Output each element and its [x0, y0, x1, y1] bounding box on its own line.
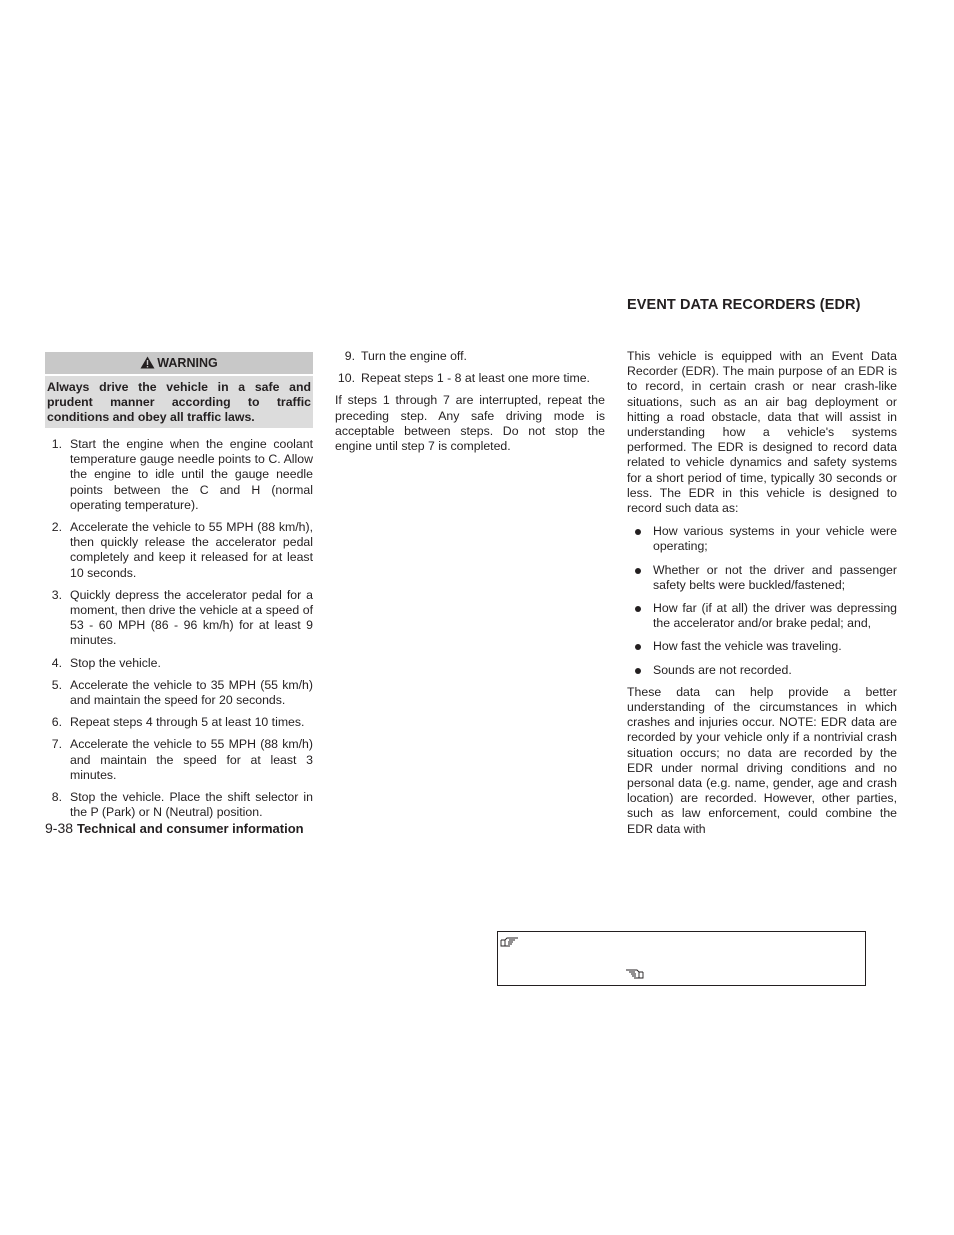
steps-list-left [45, 437, 313, 820]
right-column [627, 349, 897, 837]
list-item: 3. Quickly depress the accelerator pedal for a moment, then drive the vehicle at a speed of 53 - 60 MPH (86 - 96 km/h) for at least 9 minutes. [51, 587, 313, 648]
warning-triangle-icon [140, 354, 155, 376]
bullet-icon [635, 529, 641, 535]
note-box [497, 931, 866, 986]
warning-heading-text: WARNING [157, 356, 218, 370]
bullet-icon [635, 644, 641, 650]
list-item: How far (if at all) the driver was depressing the accelerator and/or brake pedal; and, [627, 601, 897, 631]
list-item: How various systems in your vehicle were operating; [627, 524, 897, 554]
list-item: 10. Repeat steps 1 - 8 at least one more time. [337, 371, 590, 386]
list-item: 2. Accelerate the vehicle to 55 MPH (88 km/h), then quickly release the accelerator pedal completely and keep it released for at least 10 seconds. [51, 520, 313, 580]
bullet-icon [635, 568, 641, 574]
chapter-title: Technical and consumer information [77, 821, 304, 836]
bullet-icon [635, 668, 641, 674]
list-item: Whether or not the driver and passenger safety belts were buckled/fastened; [627, 563, 897, 593]
list-item: 5. Accelerate the vehicle to 35 MPH (55 km/h) and maintain the speed for 20 seconds. [51, 677, 313, 708]
list-item: Sounds are not recorded. [627, 663, 897, 678]
list-item: How fast the vehicle was traveling. [627, 639, 897, 654]
list-item: 7. Accelerate the vehicle to 55 MPH (88 km/h) and maintain the speed for at least 3 minutes. [51, 737, 313, 782]
edr-bullet-list [627, 524, 897, 678]
warning-text: Always drive the vehicle in a safe and prudent manner according to traffic conditions and obey all traffic laws. [45, 376, 313, 428]
warning-heading [45, 352, 313, 374]
edr-note-paragraph: These data can help provide a better understanding of the circumstances in which crashes and injuries occur. NOTE: EDR data are recorded by your vehicle only if a nontrivial crash situation occurs; no data are recorded by the EDR under normal driving conditions and no personal data (e.g. name, gender, age and crash location) are recorded. However, other parties, such as law enforcement, could combine the EDR data with [627, 684, 897, 836]
list-item: 9. Turn the engine off. [344, 349, 467, 363]
interrupt-paragraph: If steps 1 through 7 are interrupted, repeat the preceding step. Any safe driving mode is acceptable between steps. Do not stop the engine until step 7 is completed. [335, 393, 605, 454]
page-footer [45, 820, 304, 836]
section-title: EVENT DATA RECORDERS (EDR) [627, 297, 861, 313]
list-item: 1. Start the engine when the engine coolant temperature gauge needle points to C. Allow the engine to idle until the gauge needle points between the C and H (normal operating temperature). [51, 437, 313, 512]
bullet-icon [635, 606, 641, 612]
pointing-hand-left-icon [624, 967, 644, 985]
pointing-hand-right-icon [500, 935, 520, 953]
steps-list-middle [335, 349, 605, 386]
middle-column [335, 349, 605, 454]
edr-intro-paragraph: This vehicle is equipped with an Event Data Recorder (EDR). The main purpose of an EDR is to record, in certain crash or near crash-like situations, such as an air bag deployment or hitting a road obstacle, data that will assist in understanding how a vehicle's systems performed. The EDR is designed to record data related to vehicle dynamics and safety systems for a short period of time, typically 30 seconds or less. The EDR in this vehicle is designed to record such data as: [627, 349, 897, 516]
left-column [45, 352, 313, 820]
page-number: 9-38 [45, 820, 74, 836]
list-item: 6. Repeat steps 4 through 5 at least 10 times. [51, 715, 305, 730]
list-item: 8. Stop the vehicle. Place the shift selector in the P (Park) or N (Neutral) position. [51, 790, 313, 820]
list-item: 4. Stop the vehicle. [51, 655, 161, 670]
